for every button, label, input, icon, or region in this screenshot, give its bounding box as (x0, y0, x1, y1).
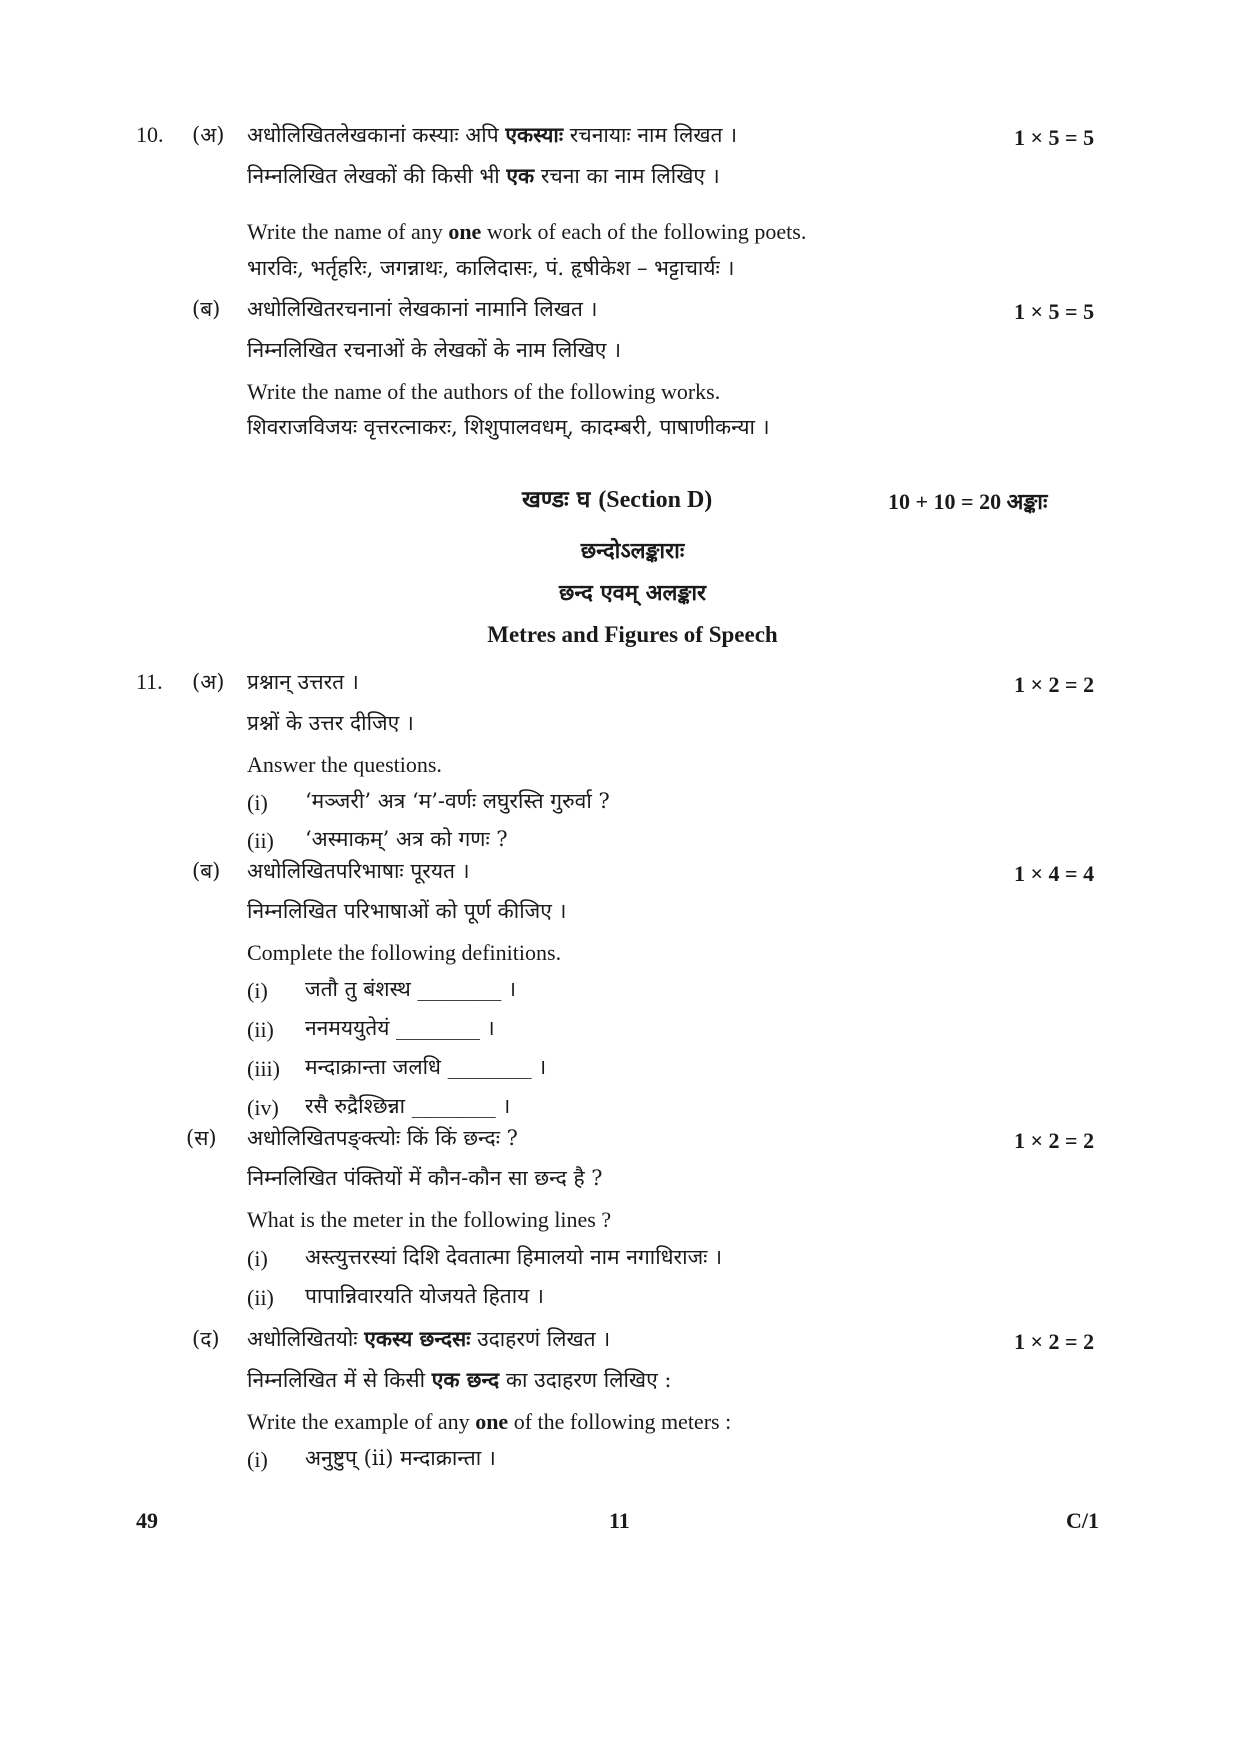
q11a-item-text: ‘अस्माकम्’ अत्र को गणः ? (305, 827, 508, 851)
q11c-item-number: (i) (247, 1246, 268, 1271)
q11d-marks: 1 × 2 = 2 (1014, 1329, 1095, 1354)
q10a-sanskrit-instruction: अधोलिखितलेखकानां कस्याः अपि एकस्याः रचनायाः नाम लिखत । (247, 122, 738, 147)
q11d-item-text: अनुष्टुप् (ii) मन्दाक्रान्ता । (305, 1446, 496, 1470)
q11a-marks: 1 × 2 = 2 (1014, 672, 1095, 697)
q10b-label: (ब) (192, 297, 221, 321)
q11b-item-number: (ii) (247, 1017, 274, 1042)
q11b-sanskrit-instruction: अधोलिखितपरिभाषाः पूरयत । (247, 859, 470, 883)
section-subtitle-hindi: छन्द एवम् अलङ्कार (558, 580, 707, 606)
q11c-item-number: (ii) (247, 1285, 274, 1310)
footer-set: C/1 (1066, 1508, 1099, 1533)
q11c-sanskrit-instruction: अधोलिखितपङ्क्त्योः किं किं छन्दः ? (247, 1126, 518, 1150)
q10b-works-list: शिवराजविजयः वृत्तरत्नाकरः, शिशुपालवधम्, कादम्बरी, पाषाणीकन्या । (247, 415, 770, 439)
q10a-label: (अ) (192, 123, 225, 147)
q11a-english-instruction: Answer the questions. (247, 752, 442, 777)
section-subtitle-sanskrit: छन्दोऽलङ्काराः (580, 538, 685, 564)
q10b-hindi-instruction: निम्नलिखित रचनाओं के लेखकों के नाम लिखिए । (247, 338, 622, 362)
q10a-hindi-instruction: निम्नलिखित लेखकों की किसी भी एक रचना का नाम लिखिए । (247, 163, 720, 188)
q11a-label: (अ) (192, 670, 225, 694)
q10a-english-instruction: Write the name of any one work of each of the following poets. (247, 219, 807, 244)
q11d-hindi-instruction: निम्नलिखित में से किसी एक छन्द का उदाहरण लिखिए : (247, 1367, 672, 1392)
q11b-item-text: ननमययुतेयं ________ । (305, 1016, 495, 1040)
q11b-hindi-instruction: निम्नलिखित परिभाषाओं को पूर्ण कीजिए । (247, 899, 567, 923)
q10a-marks: 1 × 5 = 5 (1014, 125, 1095, 150)
question-number-10: 10. (136, 122, 164, 147)
page-number: 11 (609, 1508, 630, 1533)
q10b-english-instruction: Write the name of the authors of the following works. (247, 379, 721, 404)
section-subtitle-english: Metres and Figures of Speech (487, 622, 778, 647)
q11b-item-text: जतौ तु बंशस्थ ________ । (305, 977, 517, 1001)
q11a-item-number: (i) (247, 790, 268, 815)
footer-code: 49 (136, 1508, 158, 1533)
q11b-item-text: मन्दाक्रान्ता जलधि ________ । (305, 1055, 547, 1079)
question-number-11: 11. (136, 669, 163, 694)
q11d-label: (द) (192, 1327, 220, 1351)
q11a-item-number: (ii) (247, 828, 274, 853)
q11b-english-instruction: Complete the following definitions. (247, 940, 562, 965)
q11c-item-text: अस्त्युत्तरस्यां दिशि देवतात्मा हिमालयो नाम नगाधिराजः । (305, 1245, 723, 1269)
section-title: खण्डः घ (Section D) (522, 486, 713, 513)
q11a-hindi-instruction: प्रश्नों के उत्तर दीजिए । (247, 711, 414, 735)
q10b-marks: 1 × 5 = 5 (1014, 299, 1095, 324)
q11b-item-text: रसै रुद्रैश्छिन्ना ________ । (305, 1094, 511, 1118)
q11d-sanskrit-instruction: अधोलिखितयोः एकस्य छन्दसः उदाहरणं लिखत । (247, 1326, 611, 1351)
q11c-label: (स) (186, 1126, 217, 1150)
section-marks: 10 + 10 = 20 अङ्काः (888, 489, 1048, 514)
q11c-marks: 1 × 2 = 2 (1014, 1128, 1095, 1153)
q11b-item-number: (i) (247, 978, 268, 1003)
q11c-hindi-instruction: निम्नलिखित पंक्तियों में कौन-कौन सा छन्द है ? (247, 1166, 603, 1190)
q10a-authors-list: भारविः, भर्तृहरिः, जगन्नाथः, कालिदासः, पं. हृषीकेश – भट्टाचार्यः । (247, 256, 735, 280)
q11b-marks: 1 × 4 = 4 (1014, 861, 1095, 886)
q11a-sanskrit-instruction: प्रश्नान् उत्तरत । (247, 670, 359, 694)
q11d-english-instruction: Write the example of any one of the following meters : (247, 1409, 732, 1434)
q11c-item-text: पापान्निवारयति योजयते हिताय । (305, 1284, 544, 1308)
q11a-item-text: ‘मञ्जरी’ अत्र ‘म’-वर्णः लघुरस्ति गुरुर्वा ? (305, 789, 610, 813)
q10b-sanskrit-instruction: अधोलिखितरचनानां लेखकानां नामानि लिखत । (247, 297, 598, 321)
q11b-item-number: (iv) (247, 1095, 279, 1120)
q11b-item-number: (iii) (247, 1056, 280, 1081)
q11c-english-instruction: What is the meter in the following lines ? (247, 1207, 612, 1232)
q11d-item-number: (i) (247, 1447, 268, 1472)
q11b-label: (ब) (192, 859, 221, 883)
